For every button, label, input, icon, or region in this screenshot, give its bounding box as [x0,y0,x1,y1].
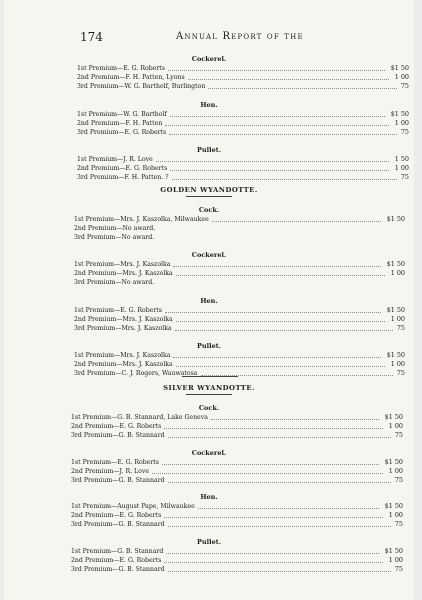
premium-amount: 75 [396,369,405,377]
premium-row [77,164,409,173]
premium-row [74,351,405,360]
premium-label: 3rd Premium—C. J. Rogers, Wauwatosa [74,370,198,377]
premium-amount: $1 50 [386,351,405,359]
dot-leader [173,357,381,358]
premium-label: 1st Premium—Mrs. J. Kaszolka [74,261,171,268]
dot-leader [212,221,381,222]
golden-wyandotte-title-text: GOLDEN WYANDOTTE. [160,186,258,194]
section-heading: Cockerel. [191,449,227,457]
section-heading: Cockerel. [191,251,227,259]
premium-label: 2nd Premium—E. G. Roberts [71,423,162,430]
premium-row [74,315,405,324]
premium-row [77,128,409,137]
premium-label: 3rd Premium—W. G. Bartholf, Burlington [77,83,206,90]
premium-amount: 1 50 [394,155,409,163]
section-heading: Pullet. [197,342,221,350]
dot-leader [176,321,385,322]
premium-row [74,224,405,233]
premium-label: 2nd Premium—E. G. Roberts [71,557,162,564]
premium-label: 2nd Premium—Mrs. J. Kaszolka [74,316,173,323]
premium-row [77,73,409,82]
silver-wyandotte-title [4,384,414,395]
premium-row [74,260,405,269]
running-title: Annual Report of the [176,31,304,42]
premium-label: 3rd Premium—F. H. Patten. ? [77,174,169,181]
premium-label: 1st Premium—Mrs. J. Kaszolka [74,352,171,359]
dot-leader [168,526,391,527]
premium-amount: 75 [394,431,403,439]
premium-label: 2nd Premium—F. H. Patten [77,120,163,127]
dot-leader [201,375,393,376]
dot-leader [170,170,389,171]
premium-amount: $1 50 [384,413,403,421]
premium-row [71,422,403,431]
section-heading: Hen. [200,297,218,305]
premium-amount: 1 00 [394,73,409,81]
premium-amount: $1 50 [384,502,403,510]
dot-leader [168,482,391,483]
premium-amount: 75 [394,565,403,573]
dot-leader [168,70,385,71]
premium-label: 3rd Premium—G. B. Stannard [71,566,165,573]
premium-label: 2nd Premium—F. H. Patten, Lyons [77,74,185,81]
premium-row [77,155,409,164]
premium-row [71,413,403,422]
premium-row [71,502,403,511]
section-heading: Hen. [200,101,218,109]
class-title-rule [186,196,232,197]
section-heading: Pullet. [197,538,221,546]
premium-amount: 1 00 [388,511,403,519]
premium-row [77,82,409,91]
premium-row [71,476,403,485]
section-heading: Cock. [198,206,220,214]
dot-leader [176,366,385,367]
premium-label: 3rd Premium—No award. [74,279,155,286]
dot-leader [168,571,391,572]
premium-amount: 75 [400,173,409,181]
premium-amount: 1 00 [394,119,409,127]
dot-leader [152,473,383,474]
premium-amount: 1 00 [390,315,405,323]
premium-label: 2nd Premium—E. G. Roberts [71,512,162,519]
premium-row [71,520,403,529]
premium-row [77,173,409,182]
silver-wyandotte-title-text: SILVER WYANDOTTE. [163,384,255,392]
dot-leader [169,134,397,135]
premium-amount: $1 50 [390,64,409,72]
premium-amount: 75 [396,324,405,332]
premium-label: 1st Premium—E. G. Roberts [77,65,165,72]
premium-list [4,0,414,600]
premium-label: 1st Premium—E. G. Roberts [71,459,159,466]
premium-amount: 1 00 [388,556,403,564]
premium-row [71,458,403,467]
dot-leader [166,553,379,554]
premium-amount: 1 00 [390,269,405,277]
document-page [4,0,414,600]
page-number: 174 [80,30,103,44]
section-heading: Hen. [200,493,218,501]
premium-row [74,324,405,333]
premium-row [77,110,409,119]
premium-amount: $1 50 [384,547,403,555]
dot-leader [188,79,389,80]
section-heading: Cock. [198,404,220,412]
premium-row [74,278,405,287]
premium-row [77,64,409,73]
dot-leader [165,125,389,126]
premium-row [77,119,409,128]
premium-row [74,306,405,315]
premium-amount: 1 00 [394,164,409,172]
premium-amount: 1 00 [390,360,405,368]
premium-row [71,511,403,520]
dot-leader [173,266,381,267]
premium-row [71,565,403,574]
dot-leader [211,419,379,420]
premium-label: 1st Premium—G. B. Stannard, Lake Geneva [71,414,208,421]
dot-leader [176,275,385,276]
section-heading: Pullet. [197,146,221,154]
dot-leader [156,161,389,162]
premium-label: 1st Premium—G. B. Stannard [71,548,164,555]
premium-row [71,467,403,476]
premium-label: 1st Premium—August Pape, Milwaukee [71,503,195,510]
premium-amount: 1 00 [388,422,403,430]
premium-amount: 75 [394,476,403,484]
dot-leader [164,517,383,518]
dot-leader [162,464,379,465]
dot-leader [175,330,393,331]
premium-row [74,215,405,224]
premium-label: 2nd Premium—Mrs. J. Kaszolka [74,361,173,368]
dot-leader [170,116,385,117]
premium-label: 3rd Premium—No award. [74,234,155,241]
premium-amount: 1 00 [388,467,403,475]
premium-label: 1st Premium—Mrs. J. Kaszolka, Milwaukee [74,216,209,223]
premium-amount: 75 [394,520,403,528]
premium-label: 1st Premium—W. G. Bartholf [77,111,167,118]
premium-label: 2nd Premium—J. R. Love [71,468,150,475]
premium-label: 3rd Premium—G. B. Stannard [71,477,165,484]
premium-row [74,269,405,278]
dot-leader [172,179,397,180]
premium-row [71,431,403,440]
dot-leader [165,312,381,313]
section-heading: Cockerel. [191,55,227,63]
premium-row [71,556,403,565]
class-title-rule [186,394,232,395]
dot-leader [168,437,391,438]
premium-amount: 75 [400,128,409,136]
premium-label: 2nd Premium—No award. [74,225,156,232]
premium-amount: $1 50 [386,260,405,268]
golden-wyandotte-title [4,186,414,197]
premium-label: 2nd Premium—Mrs. J. Kaszolka [74,270,173,277]
premium-label: 3rd Premium—Mrs. J. Kaszolka [74,325,172,332]
dot-leader [164,562,383,563]
dot-leader [164,428,383,429]
premium-row [71,547,403,556]
premium-label: 1st Premium—E. G. Roberts [74,307,162,314]
premium-row [74,360,405,369]
premium-row [74,369,405,378]
dot-leader [198,508,379,509]
premium-amount: 75 [400,82,409,90]
premium-amount: $1 50 [386,215,405,223]
premium-label: 3rd Premium—G. B. Stannard [71,521,165,528]
premium-amount: $1 50 [390,110,409,118]
premium-label: 3rd Premium—G. B. Stannard [71,432,165,439]
premium-row [74,233,405,242]
dot-leader [208,88,397,89]
premium-amount: $1 50 [384,458,403,466]
premium-amount: $1 50 [386,306,405,314]
premium-label: 1st Premium—J. R. Love [77,156,153,163]
premium-label: 3rd Premium—E. G. Roberts [77,129,167,136]
premium-label: 2nd Premium—E. G. Roberts [77,165,168,172]
